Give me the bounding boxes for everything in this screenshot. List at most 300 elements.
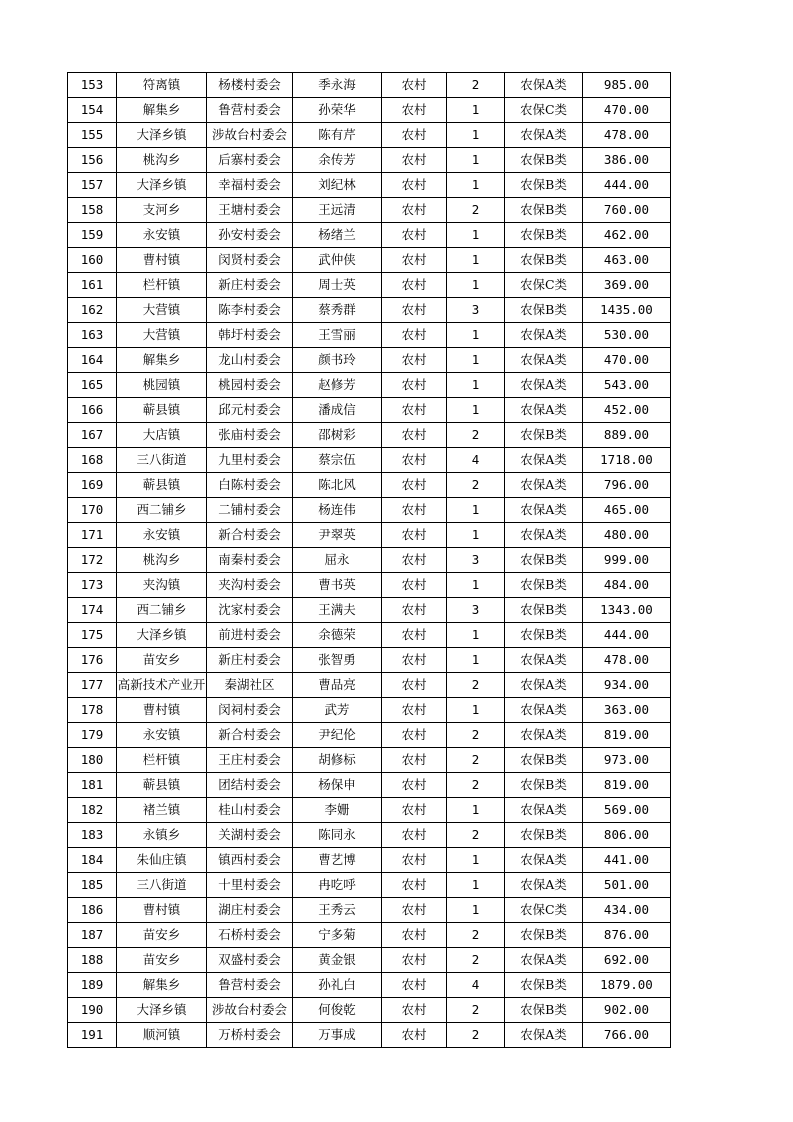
amount-cell: 480.00	[583, 523, 671, 548]
household-type-cell: 农村	[382, 523, 447, 548]
row-number-cell: 178	[68, 698, 117, 723]
village-committee-cell: 新合村委会	[207, 523, 293, 548]
table-row	[68, 998, 671, 1023]
village-committee-cell: 万桥村委会	[207, 1023, 293, 1048]
person-name-cell: 王秀云	[293, 898, 382, 923]
row-number-cell: 180	[68, 748, 117, 773]
village-committee-cell: 闵贤村委会	[207, 248, 293, 273]
insurance-category-cell: 农保B类	[505, 548, 583, 573]
amount-cell: 434.00	[583, 898, 671, 923]
row-number-cell: 184	[68, 848, 117, 873]
table-row	[68, 423, 671, 448]
amount-cell: 1879.00	[583, 973, 671, 998]
person-name-cell: 曹书英	[293, 573, 382, 598]
household-type-cell: 农村	[382, 373, 447, 398]
table-row	[68, 648, 671, 673]
household-type-cell: 农村	[382, 348, 447, 373]
village-committee-cell: 夹沟村委会	[207, 573, 293, 598]
village-committee-cell: 涉故台村委会	[207, 123, 293, 148]
amount-cell: 452.00	[583, 398, 671, 423]
township-cell: 大泽乡镇	[117, 123, 207, 148]
household-size-cell: 1	[447, 148, 505, 173]
household-size-cell: 2	[447, 998, 505, 1023]
household-size-cell: 1	[447, 623, 505, 648]
row-number-cell: 155	[68, 123, 117, 148]
row-number-cell: 159	[68, 223, 117, 248]
person-name-cell: 杨保申	[293, 773, 382, 798]
row-number-cell: 189	[68, 973, 117, 998]
household-size-cell: 4	[447, 973, 505, 998]
row-number-cell: 179	[68, 723, 117, 748]
row-number-cell: 171	[68, 523, 117, 548]
township-cell: 支河乡	[117, 198, 207, 223]
insurance-category-cell: 农保A类	[505, 323, 583, 348]
row-number-cell: 168	[68, 448, 117, 473]
table-row	[68, 1023, 671, 1048]
household-size-cell: 2	[447, 423, 505, 448]
table-row	[68, 448, 671, 473]
township-cell: 三八街道	[117, 873, 207, 898]
amount-cell: 999.00	[583, 548, 671, 573]
insurance-category-cell: 农保A类	[505, 723, 583, 748]
amount-cell: 973.00	[583, 748, 671, 773]
village-committee-cell: 新庄村委会	[207, 648, 293, 673]
row-number-cell: 156	[68, 148, 117, 173]
person-name-cell: 万事成	[293, 1023, 382, 1048]
person-name-cell: 胡修标	[293, 748, 382, 773]
amount-cell: 470.00	[583, 98, 671, 123]
row-number-cell: 191	[68, 1023, 117, 1048]
township-cell: 大营镇	[117, 323, 207, 348]
household-type-cell: 农村	[382, 598, 447, 623]
household-type-cell: 农村	[382, 448, 447, 473]
person-name-cell: 赵修芳	[293, 373, 382, 398]
insurance-category-cell: 农保A类	[505, 473, 583, 498]
table-row	[68, 698, 671, 723]
amount-cell: 569.00	[583, 798, 671, 823]
person-name-cell: 颜书玲	[293, 348, 382, 373]
township-cell: 解集乡	[117, 348, 207, 373]
person-name-cell: 王雪丽	[293, 323, 382, 348]
township-cell: 大泽乡镇	[117, 173, 207, 198]
row-number-cell: 160	[68, 248, 117, 273]
table-row	[68, 973, 671, 998]
insurance-category-cell: 农保B类	[505, 823, 583, 848]
table-row	[68, 948, 671, 973]
household-size-cell: 1	[447, 348, 505, 373]
village-committee-cell: 王庄村委会	[207, 748, 293, 773]
township-cell: 高新技术产业开	[117, 673, 207, 698]
table-row	[68, 273, 671, 298]
village-committee-cell: 陈李村委会	[207, 298, 293, 323]
row-number-cell: 186	[68, 898, 117, 923]
table-row	[68, 198, 671, 223]
table-row	[68, 398, 671, 423]
household-size-cell: 2	[447, 1023, 505, 1048]
row-number-cell: 172	[68, 548, 117, 573]
insurance-category-cell: 农保B类	[505, 773, 583, 798]
household-type-cell: 农村	[382, 423, 447, 448]
row-number-cell: 157	[68, 173, 117, 198]
person-name-cell: 蔡秀群	[293, 298, 382, 323]
person-name-cell: 武芳	[293, 698, 382, 723]
table-row	[68, 798, 671, 823]
person-name-cell: 季永海	[293, 73, 382, 98]
row-number-cell: 174	[68, 598, 117, 623]
village-committee-cell: 团结村委会	[207, 773, 293, 798]
household-type-cell: 农村	[382, 498, 447, 523]
insurance-category-cell: 农保A类	[505, 948, 583, 973]
person-name-cell: 蔡宗伍	[293, 448, 382, 473]
township-cell: 曹村镇	[117, 698, 207, 723]
amount-cell: 444.00	[583, 173, 671, 198]
insurance-category-cell: 农保A类	[505, 698, 583, 723]
village-committee-cell: 新庄村委会	[207, 273, 293, 298]
insurance-category-cell: 农保B类	[505, 173, 583, 198]
village-committee-cell: 幸福村委会	[207, 173, 293, 198]
row-number-cell: 182	[68, 798, 117, 823]
village-committee-cell: 桂山村委会	[207, 798, 293, 823]
table-body	[68, 73, 671, 1048]
insurance-category-cell: 农保B类	[505, 923, 583, 948]
person-name-cell: 刘纪林	[293, 173, 382, 198]
person-name-cell: 周士英	[293, 273, 382, 298]
household-size-cell: 1	[447, 98, 505, 123]
amount-cell: 444.00	[583, 623, 671, 648]
beneficiary-table	[67, 72, 671, 1048]
amount-cell: 501.00	[583, 873, 671, 898]
household-size-cell: 1	[447, 648, 505, 673]
village-committee-cell: 王塘村委会	[207, 198, 293, 223]
household-type-cell: 农村	[382, 623, 447, 648]
household-type-cell: 农村	[382, 773, 447, 798]
person-name-cell: 余传芳	[293, 148, 382, 173]
amount-cell: 478.00	[583, 123, 671, 148]
household-type-cell: 农村	[382, 973, 447, 998]
household-type-cell: 农村	[382, 323, 447, 348]
insurance-category-cell: 农保B类	[505, 973, 583, 998]
household-size-cell: 2	[447, 773, 505, 798]
household-size-cell: 1	[447, 698, 505, 723]
table-row	[68, 323, 671, 348]
row-number-cell: 169	[68, 473, 117, 498]
person-name-cell: 杨连伟	[293, 498, 382, 523]
insurance-category-cell: 农保A类	[505, 498, 583, 523]
township-cell: 桃园镇	[117, 373, 207, 398]
row-number-cell: 170	[68, 498, 117, 523]
table-row	[68, 848, 671, 873]
table-row	[68, 498, 671, 523]
table-row	[68, 373, 671, 398]
household-size-cell: 1	[447, 273, 505, 298]
row-number-cell: 158	[68, 198, 117, 223]
row-number-cell: 175	[68, 623, 117, 648]
insurance-category-cell: 农保A类	[505, 673, 583, 698]
village-committee-cell: 镇西村委会	[207, 848, 293, 873]
insurance-category-cell: 农保B类	[505, 148, 583, 173]
amount-cell: 1718.00	[583, 448, 671, 473]
amount-cell: 441.00	[583, 848, 671, 873]
table-row	[68, 898, 671, 923]
row-number-cell: 161	[68, 273, 117, 298]
village-committee-cell: 新合村委会	[207, 723, 293, 748]
person-name-cell: 张智勇	[293, 648, 382, 673]
insurance-category-cell: 农保A类	[505, 448, 583, 473]
row-number-cell: 187	[68, 923, 117, 948]
insurance-category-cell: 农保A类	[505, 1023, 583, 1048]
household-size-cell: 1	[447, 398, 505, 423]
household-size-cell: 2	[447, 73, 505, 98]
household-type-cell: 农村	[382, 648, 447, 673]
table-row	[68, 623, 671, 648]
household-size-cell: 2	[447, 198, 505, 223]
township-cell: 蕲县镇	[117, 398, 207, 423]
amount-cell: 530.00	[583, 323, 671, 348]
township-cell: 大店镇	[117, 423, 207, 448]
household-size-cell: 1	[447, 223, 505, 248]
household-type-cell: 农村	[382, 173, 447, 198]
table-row	[68, 598, 671, 623]
insurance-category-cell: 农保A类	[505, 648, 583, 673]
table-row	[68, 723, 671, 748]
household-size-cell: 2	[447, 673, 505, 698]
row-number-cell: 188	[68, 948, 117, 973]
township-cell: 桃沟乡	[117, 148, 207, 173]
household-type-cell: 农村	[382, 198, 447, 223]
insurance-category-cell: 农保A类	[505, 73, 583, 98]
household-type-cell: 农村	[382, 798, 447, 823]
village-committee-cell: 张庙村委会	[207, 423, 293, 448]
person-name-cell: 陈有芹	[293, 123, 382, 148]
row-number-cell: 176	[68, 648, 117, 673]
amount-cell: 478.00	[583, 648, 671, 673]
village-committee-cell: 南秦村委会	[207, 548, 293, 573]
township-cell: 蕲县镇	[117, 773, 207, 798]
person-name-cell: 王远清	[293, 198, 382, 223]
amount-cell: 985.00	[583, 73, 671, 98]
row-number-cell: 153	[68, 73, 117, 98]
township-cell: 解集乡	[117, 98, 207, 123]
household-size-cell: 2	[447, 723, 505, 748]
table-row	[68, 923, 671, 948]
township-cell: 大营镇	[117, 298, 207, 323]
row-number-cell: 162	[68, 298, 117, 323]
person-name-cell: 余德荣	[293, 623, 382, 648]
household-size-cell: 3	[447, 298, 505, 323]
household-type-cell: 农村	[382, 673, 447, 698]
table-row	[68, 873, 671, 898]
insurance-category-cell: 农保A类	[505, 523, 583, 548]
table-row	[68, 473, 671, 498]
person-name-cell: 曹艺博	[293, 848, 382, 873]
township-cell: 三八街道	[117, 448, 207, 473]
table-row	[68, 523, 671, 548]
table-row	[68, 298, 671, 323]
village-committee-cell: 韩圩村委会	[207, 323, 293, 348]
amount-cell: 484.00	[583, 573, 671, 598]
insurance-category-cell: 农保A类	[505, 123, 583, 148]
township-cell: 苗安乡	[117, 923, 207, 948]
amount-cell: 934.00	[583, 673, 671, 698]
person-name-cell: 尹翠英	[293, 523, 382, 548]
township-cell: 蕲县镇	[117, 473, 207, 498]
table-row	[68, 173, 671, 198]
village-committee-cell: 石桥村委会	[207, 923, 293, 948]
township-cell: 永安镇	[117, 223, 207, 248]
household-size-cell: 1	[447, 848, 505, 873]
row-number-cell: 165	[68, 373, 117, 398]
amount-cell: 760.00	[583, 198, 671, 223]
insurance-category-cell: 农保B类	[505, 298, 583, 323]
row-number-cell: 167	[68, 423, 117, 448]
person-name-cell: 陈同永	[293, 823, 382, 848]
village-committee-cell: 后寨村委会	[207, 148, 293, 173]
person-name-cell: 冉吃呼	[293, 873, 382, 898]
amount-cell: 543.00	[583, 373, 671, 398]
person-name-cell: 何俊乾	[293, 998, 382, 1023]
township-cell: 苗安乡	[117, 648, 207, 673]
village-committee-cell: 涉故台村委会	[207, 998, 293, 1023]
amount-cell: 766.00	[583, 1023, 671, 1048]
table-row	[68, 823, 671, 848]
township-cell: 褚兰镇	[117, 798, 207, 823]
village-committee-cell: 双盛村委会	[207, 948, 293, 973]
household-type-cell: 农村	[382, 298, 447, 323]
table-row	[68, 123, 671, 148]
row-number-cell: 163	[68, 323, 117, 348]
table-row	[68, 98, 671, 123]
person-name-cell: 杨绪兰	[293, 223, 382, 248]
amount-cell: 363.00	[583, 698, 671, 723]
table-row	[68, 248, 671, 273]
household-size-cell: 3	[447, 548, 505, 573]
amount-cell: 902.00	[583, 998, 671, 1023]
township-cell: 解集乡	[117, 973, 207, 998]
household-type-cell: 农村	[382, 948, 447, 973]
household-type-cell: 农村	[382, 223, 447, 248]
household-size-cell: 1	[447, 498, 505, 523]
household-type-cell: 农村	[382, 398, 447, 423]
person-name-cell: 陈北风	[293, 473, 382, 498]
village-committee-cell: 闵祠村委会	[207, 698, 293, 723]
insurance-category-cell: 农保B类	[505, 248, 583, 273]
insurance-category-cell: 农保A类	[505, 848, 583, 873]
amount-cell: 876.00	[583, 923, 671, 948]
person-name-cell: 尹纪伦	[293, 723, 382, 748]
insurance-category-cell: 农保A类	[505, 398, 583, 423]
township-cell: 西二铺乡	[117, 598, 207, 623]
household-size-cell: 1	[447, 523, 505, 548]
household-size-cell: 2	[447, 923, 505, 948]
amount-cell: 806.00	[583, 823, 671, 848]
person-name-cell: 曹品亮	[293, 673, 382, 698]
household-size-cell: 1	[447, 373, 505, 398]
amount-cell: 819.00	[583, 773, 671, 798]
household-size-cell: 2	[447, 948, 505, 973]
village-committee-cell: 二铺村委会	[207, 498, 293, 523]
township-cell: 西二铺乡	[117, 498, 207, 523]
household-size-cell: 2	[447, 748, 505, 773]
table-row	[68, 748, 671, 773]
table-row	[68, 548, 671, 573]
village-committee-cell: 邱元村委会	[207, 398, 293, 423]
row-number-cell: 154	[68, 98, 117, 123]
table-row	[68, 673, 671, 698]
amount-cell: 386.00	[583, 148, 671, 173]
household-size-cell: 1	[447, 573, 505, 598]
amount-cell: 1343.00	[583, 598, 671, 623]
village-committee-cell: 九里村委会	[207, 448, 293, 473]
person-name-cell: 黄金银	[293, 948, 382, 973]
township-cell: 苗安乡	[117, 948, 207, 973]
household-size-cell: 1	[447, 173, 505, 198]
person-name-cell: 宁多菊	[293, 923, 382, 948]
household-size-cell: 1	[447, 123, 505, 148]
row-number-cell: 173	[68, 573, 117, 598]
village-committee-cell: 前进村委会	[207, 623, 293, 648]
table-row	[68, 223, 671, 248]
person-name-cell: 王满夫	[293, 598, 382, 623]
household-type-cell: 农村	[382, 573, 447, 598]
household-size-cell: 4	[447, 448, 505, 473]
township-cell: 桃沟乡	[117, 548, 207, 573]
insurance-category-cell: 农保A类	[505, 373, 583, 398]
village-committee-cell: 沈家村委会	[207, 598, 293, 623]
table-row	[68, 348, 671, 373]
household-type-cell: 农村	[382, 98, 447, 123]
household-type-cell: 农村	[382, 848, 447, 873]
amount-cell: 465.00	[583, 498, 671, 523]
row-number-cell: 185	[68, 873, 117, 898]
row-number-cell: 177	[68, 673, 117, 698]
village-committee-cell: 杨楼村委会	[207, 73, 293, 98]
township-cell: 大泽乡镇	[117, 623, 207, 648]
township-cell: 大泽乡镇	[117, 998, 207, 1023]
insurance-category-cell: 农保C类	[505, 273, 583, 298]
insurance-category-cell: 农保B类	[505, 423, 583, 448]
insurance-category-cell: 农保A类	[505, 348, 583, 373]
household-type-cell: 农村	[382, 123, 447, 148]
village-committee-cell: 白陈村委会	[207, 473, 293, 498]
township-cell: 曹村镇	[117, 898, 207, 923]
household-type-cell: 农村	[382, 823, 447, 848]
household-size-cell: 1	[447, 873, 505, 898]
insurance-category-cell: 农保B类	[505, 998, 583, 1023]
household-size-cell: 1	[447, 798, 505, 823]
row-number-cell: 183	[68, 823, 117, 848]
table-row	[68, 148, 671, 173]
row-number-cell: 181	[68, 773, 117, 798]
household-type-cell: 农村	[382, 548, 447, 573]
amount-cell: 796.00	[583, 473, 671, 498]
household-type-cell: 农村	[382, 73, 447, 98]
table-row	[68, 773, 671, 798]
township-cell: 永镇乡	[117, 823, 207, 848]
village-committee-cell: 鲁营村委会	[207, 98, 293, 123]
person-name-cell: 潘成信	[293, 398, 382, 423]
village-committee-cell: 湖庄村委会	[207, 898, 293, 923]
village-committee-cell: 孙安村委会	[207, 223, 293, 248]
person-name-cell: 李姗	[293, 798, 382, 823]
amount-cell: 462.00	[583, 223, 671, 248]
amount-cell: 1435.00	[583, 298, 671, 323]
insurance-category-cell: 农保A类	[505, 798, 583, 823]
person-name-cell: 邵树彩	[293, 423, 382, 448]
township-cell: 栏杆镇	[117, 273, 207, 298]
household-type-cell: 农村	[382, 723, 447, 748]
village-committee-cell: 鲁营村委会	[207, 973, 293, 998]
table-row	[68, 573, 671, 598]
